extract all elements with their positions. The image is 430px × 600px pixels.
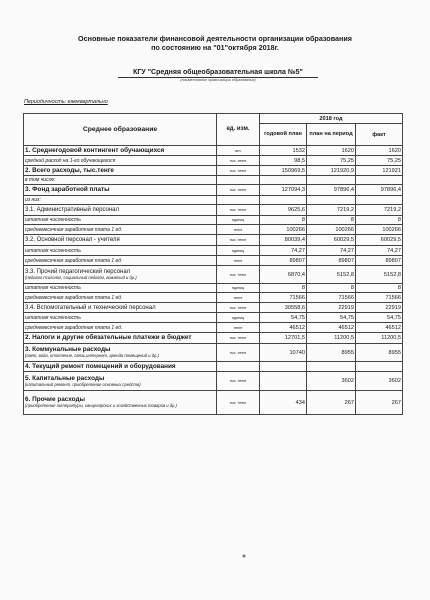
row-fact: 97896,4 (356, 185, 403, 196)
row-unit: тыс. тенге (217, 235, 260, 246)
row-period-plan: 8 (307, 284, 356, 293)
organization-note: (наименование организации образования) (180, 78, 256, 82)
table-row (24, 246, 403, 256)
row-period-plan: 3602 (307, 372, 356, 391)
row-period-plan: 22919 (307, 303, 356, 313)
row-annual-plan: 434 (260, 391, 307, 415)
row-unit: тыс. тенге (217, 185, 260, 196)
row-period-plan: 74,27 (307, 246, 356, 256)
table-row (24, 216, 403, 225)
row-label: 3.4. Вспомогательный и технический персонал (24, 303, 217, 313)
row-period-plan: 75,25 (307, 156, 356, 166)
financial-table (23, 113, 403, 415)
row-annual-plan: 10740 (260, 344, 307, 362)
row-annual-plan: 30558,6 (260, 303, 307, 313)
header-year: 2018 год (260, 114, 403, 124)
table-row (24, 293, 403, 303)
row-sublabel: (свет, вода, отопление, связь,интернет, аренда помещений и др.) (25, 353, 159, 358)
row-label: штатная численность (24, 284, 217, 293)
table-row (24, 313, 403, 323)
row-unit: тыс. тенге (217, 303, 260, 313)
table-row (24, 225, 403, 235)
row-fact: 8955 (356, 344, 403, 362)
table-row (24, 391, 403, 415)
table-row (24, 303, 403, 313)
row-label: среднемесячная заработная плата 1 ед. (24, 323, 217, 333)
organization-name: КГУ "Средняя общеобразовательная школа №5" (118, 68, 318, 78)
row-label: 1. Среднегодовой контингент обучающихся (24, 146, 217, 156)
table-row (24, 372, 403, 391)
row-label: 6. Прочие расходы (приобретение литературы, канцелярских и хозяйственных товаров и др.) (24, 391, 217, 415)
row-annual-plan: 12701,5 (260, 333, 307, 344)
document-title: Основные показатели финансовой деятельности организации образования (78, 34, 352, 43)
row-fact (356, 362, 403, 372)
table-row (24, 205, 403, 216)
scan-mark (240, 552, 248, 560)
row-fact: 100266 (356, 225, 403, 235)
row-label: 3. Коммунальные расходы (свет, вода, отопление, связь,интернет, аренда помещений и др.) (24, 344, 217, 362)
row-sublabel: (приобретение литературы, канцелярских и хозяйственных товаров и др.) (25, 403, 177, 408)
table-row (24, 196, 403, 205)
row-sublabel: (педагог-психолог, социальный педагог, вожатый и др.) (25, 275, 137, 280)
table-row (24, 284, 403, 293)
row-fact: 267 (356, 391, 403, 415)
row-period-plan: 97896,4 (307, 185, 356, 196)
row-fact: 46512 (356, 323, 403, 333)
row-annual-plan: 46512 (260, 323, 307, 333)
table-row (24, 256, 403, 266)
row-fact: 22919 (356, 303, 403, 313)
row-label: штатная численность (24, 313, 217, 323)
row-unit: чел. (217, 146, 260, 156)
row-period-plan: 5152,8 (307, 266, 356, 284)
row-label: 3.3. Прочий педагогический персонал (педагог-психолог, социальный педагог, вожатый и др.) (24, 266, 217, 284)
row-label: средний расход на 1-го обучающегося (24, 156, 217, 166)
row-fact: 3602 (356, 372, 403, 391)
row-unit: единиц (217, 284, 260, 293)
row-annual-plan: 100266 (260, 225, 307, 235)
row-period-plan: 46512 (307, 323, 356, 333)
row-annual-plan: 74,27 (260, 246, 307, 256)
row-unit: тыс. тенге (217, 166, 260, 176)
row-label: в том числе: (24, 176, 217, 185)
row-label: штатная численность (24, 216, 217, 225)
row-period-plan: 71566 (307, 293, 356, 303)
row-period-plan: 11200,5 (307, 333, 356, 344)
row-fact: 8 (356, 284, 403, 293)
row-sublabel: (капитальный ремонт, приобретение основных средств) (25, 381, 141, 387)
row-fact: 75,25 (356, 156, 403, 166)
document-subtitle-date: по состоянию на "01"октября 2018г. (151, 43, 279, 52)
row-annual-plan: 71566 (260, 293, 307, 303)
row-annual-plan: 1532 (260, 146, 307, 156)
row-unit: тыс. тенге (217, 156, 260, 166)
row-unit: тенге (217, 225, 260, 235)
row-fact: 11200,5 (356, 333, 403, 344)
row-unit (217, 176, 260, 185)
row-annual-plan: 127094,3 (260, 185, 307, 196)
row-annual-plan: 8 (260, 216, 307, 225)
header-period-plan: план на период (307, 124, 356, 146)
table-row (24, 166, 403, 176)
row-label: 4. Текущий ремонт помещений и оборудования (24, 362, 217, 372)
row-label: из них: (24, 196, 217, 205)
row-unit: тыс. тенге (217, 266, 260, 284)
row-unit (217, 196, 260, 205)
row-annual-plan: 80039,4 (260, 235, 307, 246)
row-label: штатная численность (24, 246, 217, 256)
row-annual-plan (260, 196, 307, 205)
table-row (24, 146, 403, 156)
header-fact: факт (356, 124, 403, 146)
row-annual-plan: 8 (260, 284, 307, 293)
row-fact: 74,27 (356, 246, 403, 256)
row-label: среднемесячная заработная плата 1 ед. (24, 256, 217, 266)
row-label: 2. Всего расходы, тыс.тенге (24, 166, 217, 176)
row-period-plan: 8955 (307, 344, 356, 362)
row-period-plan: 267 (307, 391, 356, 415)
row-period-plan (307, 362, 356, 372)
table-row (24, 185, 403, 196)
row-unit: тыс. тенге (217, 205, 260, 216)
row-annual-plan (260, 362, 307, 372)
row-unit (217, 362, 260, 372)
header-annual-plan: годовой план (260, 124, 307, 146)
periodicity-label: Периодичность: ежеквартально (24, 99, 108, 105)
row-annual-plan: 54,75 (260, 313, 307, 323)
row-unit: единиц (217, 216, 260, 225)
row-period-plan (307, 196, 356, 205)
header-name: Среднее образование (24, 114, 217, 146)
row-period-plan (307, 176, 356, 185)
table-row (24, 266, 403, 284)
row-unit: тенге (217, 293, 260, 303)
row-label: 3.2. Основной персонал - учителя (24, 235, 217, 246)
row-period-plan: 54,75 (307, 313, 356, 323)
row-fact: 121921 (356, 166, 403, 176)
table-row (24, 323, 403, 333)
row-fact: 71566 (356, 293, 403, 303)
row-annual-plan: 9625,6 (260, 205, 307, 216)
row-label: среднемесячная заработная плата 1 ед. (24, 225, 217, 235)
row-unit: тыс. тенге (217, 372, 260, 391)
row-annual-plan: 98,5 (260, 156, 307, 166)
row-period-plan: 89807 (307, 256, 356, 266)
row-unit: тыс. тенге (217, 344, 260, 362)
row-unit: единиц (217, 313, 260, 323)
row-annual-plan: 6870,4 (260, 266, 307, 284)
row-unit: тенге (217, 256, 260, 266)
row-period-plan: 8 (307, 216, 356, 225)
row-label: 5. Капитальные расходы (капитальный ремонт, приобретение основных средств) (24, 372, 217, 391)
row-annual-plan (260, 176, 307, 185)
row-fact: 1620 (356, 146, 403, 156)
row-fact (356, 196, 403, 205)
row-period-plan: 121920,9 (307, 166, 356, 176)
row-fact: 5152,8 (356, 266, 403, 284)
table-row (24, 333, 403, 344)
row-fact: 7219,2 (356, 205, 403, 216)
row-period-plan: 1620 (307, 146, 356, 156)
table-body (24, 146, 403, 415)
row-period-plan: 100266 (307, 225, 356, 235)
row-fact: 89807 (356, 256, 403, 266)
row-period-plan: 60029,5 (307, 235, 356, 246)
row-unit: единиц (217, 246, 260, 256)
header-unit: ед. изм. (217, 114, 260, 146)
row-unit: тыс. тенге (217, 391, 260, 415)
row-unit: тенге (217, 323, 260, 333)
row-label: 3.1. Административный персонал (24, 205, 217, 216)
table-row (24, 344, 403, 362)
row-fact (356, 176, 403, 185)
row-unit: тыс. тенге (217, 333, 260, 344)
row-annual-plan: 150969,5 (260, 166, 307, 176)
row-label: 3. Фонд заработной платы (24, 185, 217, 196)
row-label: среднемесячная заработная плата 1 ед. (24, 293, 217, 303)
row-annual-plan (260, 372, 307, 391)
table-row (24, 362, 403, 372)
table-row (24, 156, 403, 166)
row-fact: 60029,5 (356, 235, 403, 246)
row-fact: 8 (356, 216, 403, 225)
row-annual-plan: 89807 (260, 256, 307, 266)
table-row (24, 235, 403, 246)
row-period-plan: 7219,2 (307, 205, 356, 216)
table-row (24, 176, 403, 185)
row-fact: 54,75 (356, 313, 403, 323)
row-label: 2. Налоги и другие обязательные платежи в бюджет (24, 333, 217, 344)
